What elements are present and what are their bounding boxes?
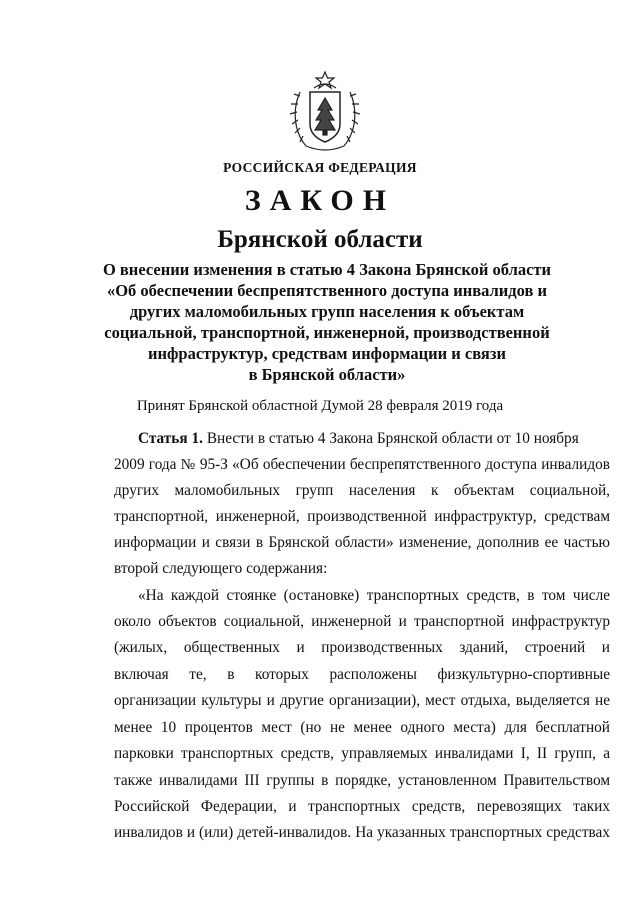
article-line: (жилых, общественных и производственных зданий, строений и bbox=[114, 639, 610, 656]
article-text: Внести в статью 4 Закона Брянской области от 10 ноября bbox=[206, 430, 579, 447]
coat-of-arms-emblem bbox=[288, 66, 362, 152]
article-line: включая те, в которых расположены физкультурно-спортивные bbox=[114, 666, 610, 683]
article-line: также инвалидами III группы в порядке, установленном Правительством bbox=[114, 772, 610, 789]
title-line: других маломобильных групп населения к объектам bbox=[129, 302, 525, 321]
law-title bbox=[92, 259, 562, 385]
article-line: около объектов социальной, инженерной и транспортной инфраструктур bbox=[114, 613, 610, 630]
region-name: Брянской области bbox=[217, 226, 423, 253]
article-line: транспортной, инженерной, производственной инфраструктур, средствам bbox=[114, 508, 610, 525]
article-first-line bbox=[138, 428, 610, 450]
article-line: Российской Федерации, и транспортных средств, перевозящих таких bbox=[114, 798, 610, 815]
title-line: в Брянской области» bbox=[248, 365, 406, 384]
title-line: инфраструктур, средствам информации и связи bbox=[147, 344, 506, 363]
adoption-statement: Принят Брянской областной Думой 28 февраля 2019 года bbox=[136, 398, 504, 414]
article-line: организации культуры и другие организации), мест отдыха, выделяется не bbox=[114, 692, 610, 709]
article-line: парковки транспортных средств, управляемых инвалидами I, II групп, а bbox=[114, 745, 610, 762]
country-name: РОССИЙСКАЯ ФЕДЕРАЦИЯ bbox=[223, 160, 417, 175]
title-line: «Об обеспечении беспрепятственного доступа инвалидов и bbox=[106, 281, 548, 300]
title-line: О внесении изменения в статью 4 Закона Брянской области bbox=[102, 260, 552, 279]
article-line: информации и связи в Брянской области» изменение, дополнив ее частью bbox=[114, 534, 610, 551]
bryansk-coat-of-arms-icon bbox=[288, 66, 362, 152]
article-line: инвалидов и (или) детей-инвалидов. На указанных транспортных средствах bbox=[114, 824, 610, 841]
article-line: менее 10 процентов мест (но не менее одного места) для бесплатной bbox=[114, 719, 610, 736]
document-type: ЗАКОН bbox=[244, 184, 396, 217]
article-line: «На каждой стоянке (остановке) транспортных средств, в том числе bbox=[138, 587, 610, 604]
article-label: Статья 1. bbox=[138, 430, 203, 447]
article-line: 2009 года № 95-З «Об обеспечении беспрепятственного доступа инвалидов bbox=[114, 456, 610, 473]
article-line: второй следующего содержания: bbox=[114, 560, 328, 577]
article-line: других маломобильных групп населения к объектам социальной, bbox=[114, 482, 610, 499]
title-line: социальной, транспортной, инженерной, производственной bbox=[104, 323, 550, 342]
